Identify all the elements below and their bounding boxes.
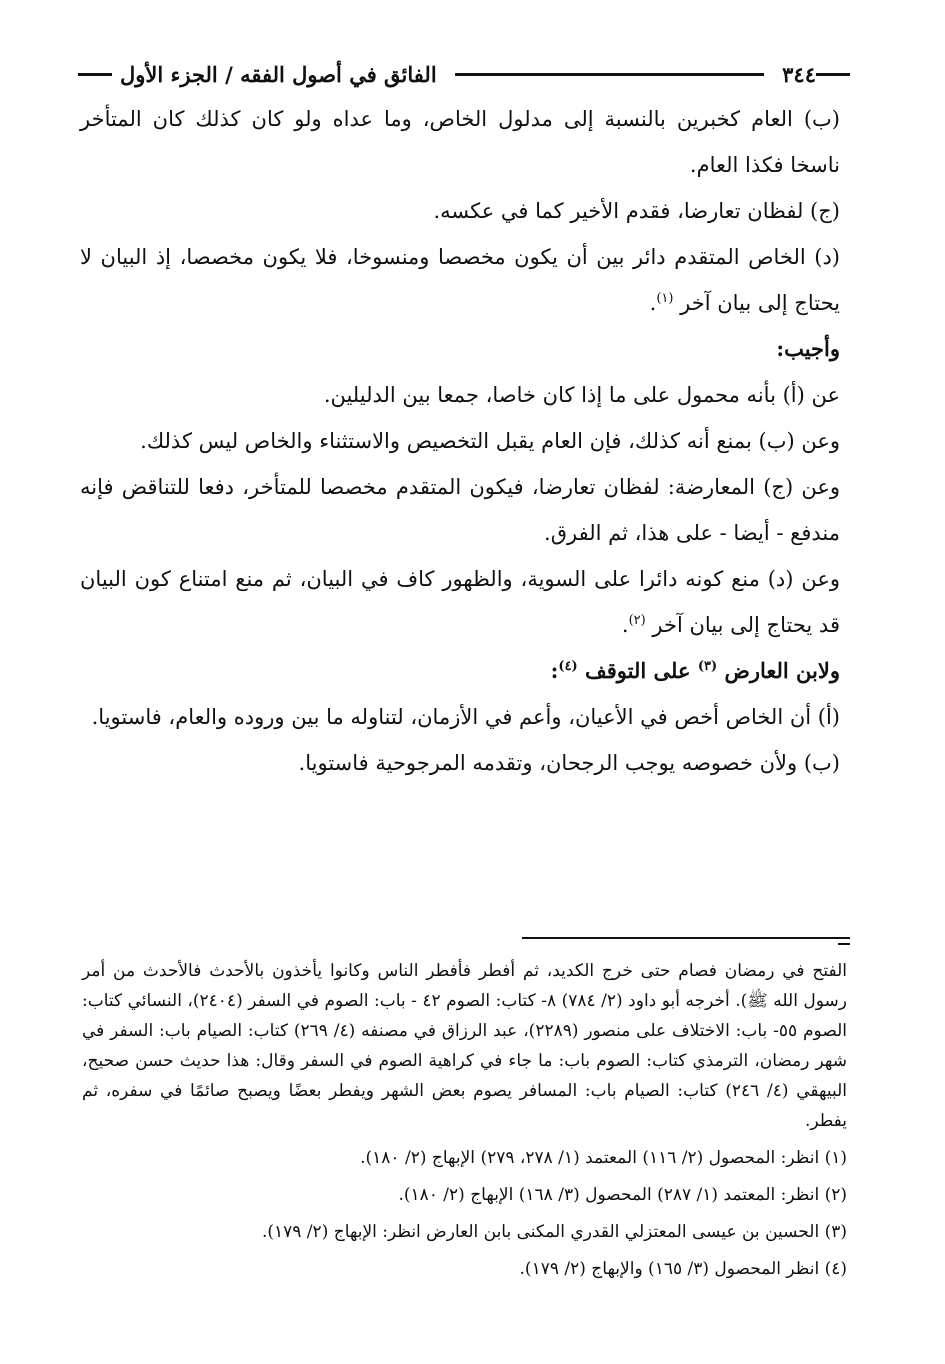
paragraph: (أ) أن الخاص أخص في الأعيان، وأعم في الأزمان، لتناوله ما بين وروده والعام، فاستويا. [91, 705, 840, 729]
footnote-2: (٢) انظر: المعتمد (١/ ٢٨٧) المحصول (٣/ ١٦٨) الإبهاج (٢/ ١٨٠). [398, 1185, 847, 1205]
paragraph: (ج) لفظان تعارضا، فقدم الأخير كما في عكسه. [433, 199, 840, 223]
paragraph: عن (أ) بأنه محمول على ما إذا كان خاصا، جمعا بين الدليلين. [323, 383, 840, 407]
footnote-ref[interactable]: (٢) [628, 613, 646, 628]
section-heading: وأجيب: [776, 336, 840, 361]
paragraph: وعن (د) منع كونه دائرا على السوية، والظهور كاف في البيان، ثم منع امتناع كون البيان قد يحتاج إلى بيان آخر $^{(٢)}$. [80, 567, 840, 637]
header-rule [455, 73, 764, 76]
footnote-4: (٤) انظر المحصول (٣/ ١٦٥) والإبهاج (٢/ ١٧٩). [519, 1259, 847, 1279]
footnote-continuation: الفتح في رمضان فصام حتى خرج الكديد، ثم أفطر فأفطر الناس وكانوا يأخذون بالأحدث فالأحدث من أمر رسول الله ﷺ). أخرجه أبو داود (٢/ ٧٨٤) ٨- كتاب: الصوم ٤٢ - باب: الصوم في السفر (٢٤٠٤)، النسائي كتاب: الصوم ٥٥- باب: الاختلاف على منصور (٢٢٨٩)، عبد الرزاق في مصنفه (٤/ ٢٦٩) كتاب: الصيام باب: السفر في شهر رمضان، الترمذي كتاب: الصوم باب: ما جاء في كراهية الصوم في السفر وقال: هذا حديث حسن صحيح، البيهقي (٤/ ٢٤٦) كتاب: الصيام باب: المسافر يصوم بعض الشهر ويفطر بعضًا ويصبح صائمًا في سفره، ثم يفطر. [82, 961, 847, 1131]
footnote-ref[interactable]: (٣) [697, 659, 718, 674]
section-heading: ولابن العارض $^{(٣)}$ على التوقف $^{(٤)}$: [550, 658, 840, 683]
paragraph: (ب) العام كخبرين بالنسبة إلى مدلول الخاص، وما عداه ولو كان كذلك كان المتأخر ناسخا فكذا العام. [80, 107, 840, 177]
main-text [80, 96, 840, 786]
paragraph: (ب) ولأن خصوصه يوجب الرجحان، وتقدمه المرجوحية فاستويا. [298, 751, 840, 775]
running-title: الفائق في أصول الفقه / الجزء الأول [120, 61, 437, 87]
footnote-1: (١) انظر: المحصول (٢/ ١١٦) المعتمد (١/ ٢٧٨، ٢٧٩) الإبهاج (٢/ ١٨٠). [360, 1148, 847, 1168]
running-header [78, 54, 850, 94]
paragraph: وعن (ج) المعارضة: لفظان تعارضا، فيكون المتقدم مخصصا للمتأخر، دفعا للتناقض فإنه مندفع - أيضا - على هذا، ثم الفرق. [80, 475, 840, 545]
footnote-separator-mark [838, 943, 850, 945]
footnote-3: (٣) الحسين بن عيسى المعتزلي القدري المكنى بابن العارض انظر: الإبهاج (٢/ ١٧٩). [261, 1222, 847, 1242]
header-dash-right [816, 73, 850, 76]
footnote-separator [522, 937, 850, 939]
footnote-ref[interactable]: (٤) [558, 659, 578, 674]
page-number: ٣٤٤ [782, 61, 816, 87]
paragraph: وعن (ب) بمنع أنه كذلك، فإن العام يقبل التخصيص والاستثناء والخاص ليس كذلك. [140, 429, 840, 453]
header-dash-left [78, 73, 112, 76]
paragraph: (د) الخاص المتقدم دائر بين أن يكون مخصصا ومنسوخا، فلا يكون مخصصا، إذ البيان لا يحتاج إلى بيان آخر $^{(١)}$. [80, 245, 840, 315]
footnote-ref[interactable]: (١) [656, 291, 674, 306]
footnotes [82, 956, 847, 1284]
